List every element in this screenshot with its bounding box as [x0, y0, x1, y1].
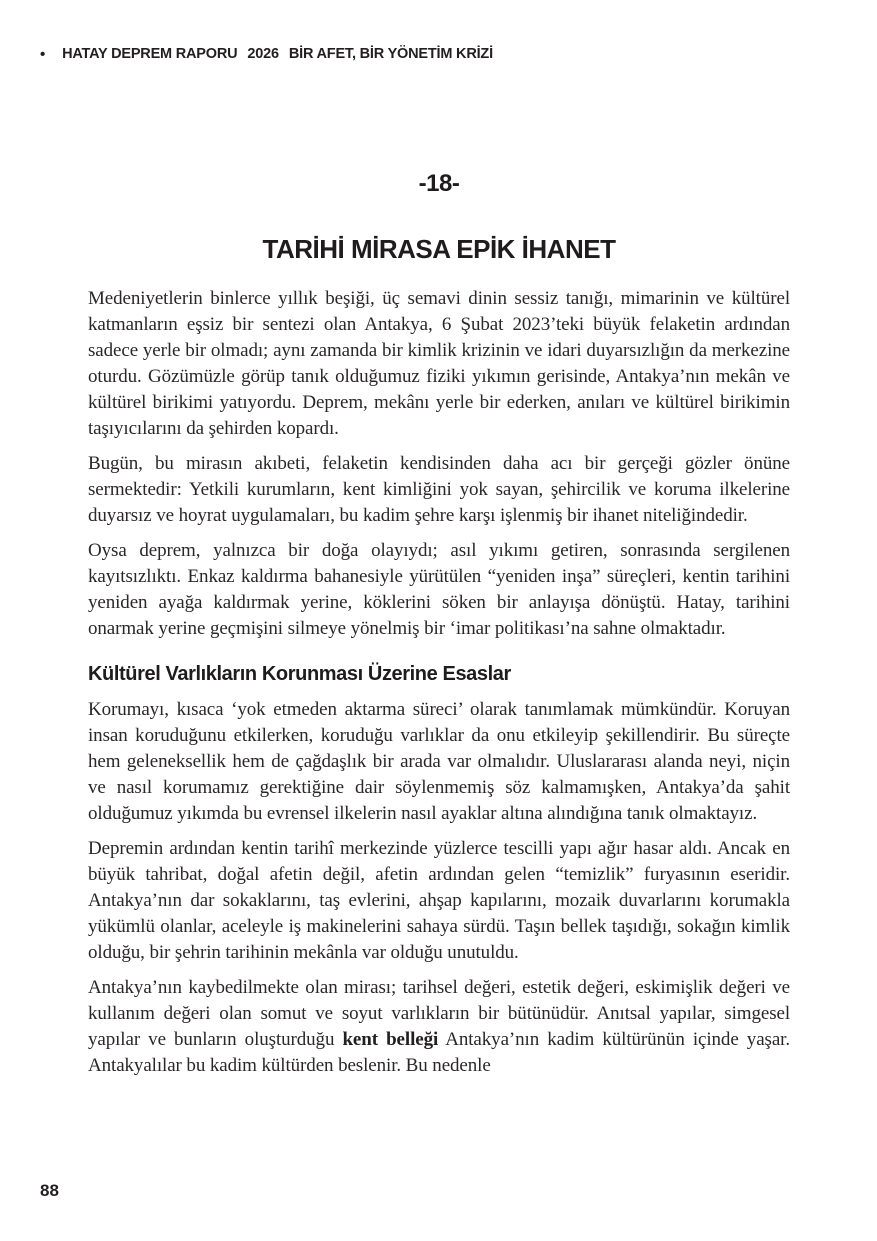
- page-number: 88: [40, 1181, 59, 1200]
- body-text: [88, 286, 790, 1079]
- paragraph-6: [88, 975, 790, 1079]
- running-header: [40, 46, 493, 62]
- paragraph-1: Medeniyetlerin binlerce yıllık beşiği, üç semavi dinin sessiz tanığı, mimarinin ve kültürel katmanların eşsiz bir sentezi olan Antakya, 6 Şubat 2023’teki büyük felaketin ardından sadece yerle bir olmadı; aynı zamanda bir kimlik krizinin ve idari duyarsızlığın da merkezine oturdu. Gözümüzle görüp tanık olduğumuz fiziki yıkımın gerisinde, Antakya’nın mekân ve kültürel birikimi yatıyordu. Deprem, mekânı yerle bir ederken, anıları ve kültürel birikimin taşıyıcılarını da şehirden kopardı.: [88, 288, 790, 439]
- running-header-title: HATAY DEPREM RAPORU: [62, 46, 238, 62]
- bullet-icon: •: [40, 45, 46, 63]
- paragraph-4: Korumayı, kısaca ‘yok etmeden aktarma süreci’ olarak tanımlamak mümkündür. Koruyan insan koruduğunu etkilerken, koruduğu varlıklar da onu etkileyip şekillendirir. Bu süreçte hem geleneksellik hem de çağdaşlık bir arada var olmalıdır. Uluslararası alanda neyi, niçin ve nasıl korumamız gerektiğine dair söylenmemiş söz kalmamışken, Antakya’da şahit olduğumuz yıkımda bu evrensel ilkelerin nasıl ayaklar altına alındığına tanık olmaktayız.: [88, 699, 790, 824]
- paragraph-3: Oysa deprem, yalnızca bir doğa olayıydı; asıl yıkımı getiren, sonrasında sergilenen kayıtsızlıktı. Enkaz kaldırma bahanesiyle yürütülen “yeniden inşa” süreçleri, kentin tarihini yeniden ayağa kaldırmak yerine, köklerini söken bir anlayışa dönüştü. Hatay, tarihini onarmak yerine geçmişini silmeye yönelmiş bir ‘imar politikası’na sahne olmaktadır.: [88, 540, 790, 639]
- chapter-number: -18-: [418, 170, 460, 197]
- running-header-subtitle: BİR AFET, BİR YÖNETİM KRİZİ: [288, 46, 493, 62]
- running-header-year: 2026: [247, 46, 279, 62]
- paragraph-6-text: Antakya’nın kaybedilmekte olan mirası; tarihsel değeri, estetik değeri, eskimişlik değeri ve kullanım değeri olan somut ve soyut varlıkların bir bütünüdür. Anıtsal yapılar, simgesel yapılar ve bunların oluşturduğu: [88, 977, 790, 1050]
- section-heading: Kültürel Varlıkların Korunması Üzerine Esaslar: [88, 663, 511, 685]
- paragraph-2: Bugün, bu mirasın akıbeti, felaketin kendisinden daha acı bir gerçeği gözler önüne sermektedir: Yetkili kurumların, kent kimliğini yok sayan, şehircilik ve koruma ilkelerine duyarsız ve hoyrat uygulamaları, bu kadim şehre karşı işlenmiş bir ihanet niteliğindedir.: [88, 453, 790, 526]
- page-content: [88, 170, 790, 1088]
- bold-term-kent-bellegi: kent belleği: [342, 1029, 439, 1050]
- chapter-title: TARİHİ MİRASA EPİK İHANET: [262, 234, 616, 264]
- paragraph-6-text-end: Antakya’nın kadim kültürünün içinde yaşar. Antakyalılar bu kadim kültürden beslenir. Bu nedenle: [88, 1029, 790, 1076]
- paragraph-5: Depremin ardından kentin tarihî merkezinde yüzlerce tescilli yapı ağır hasar aldı. Ancak en büyük tahribat, doğal afetin değil, afetin ardından gelen “temizlik” furyasının eseridir. Antakya’nın dar sokaklarını, taş evlerini, ahşap kapılarını, mozaik duvarlarını korumakla yükümlü olanlar, aceleyle iş makinelerini sahaya sürdü. Taşın bellek taşıdığı, sokağın kimlik olduğu, bir şehrin tarihinin mekânla var olduğu unutuldu.: [88, 838, 790, 963]
